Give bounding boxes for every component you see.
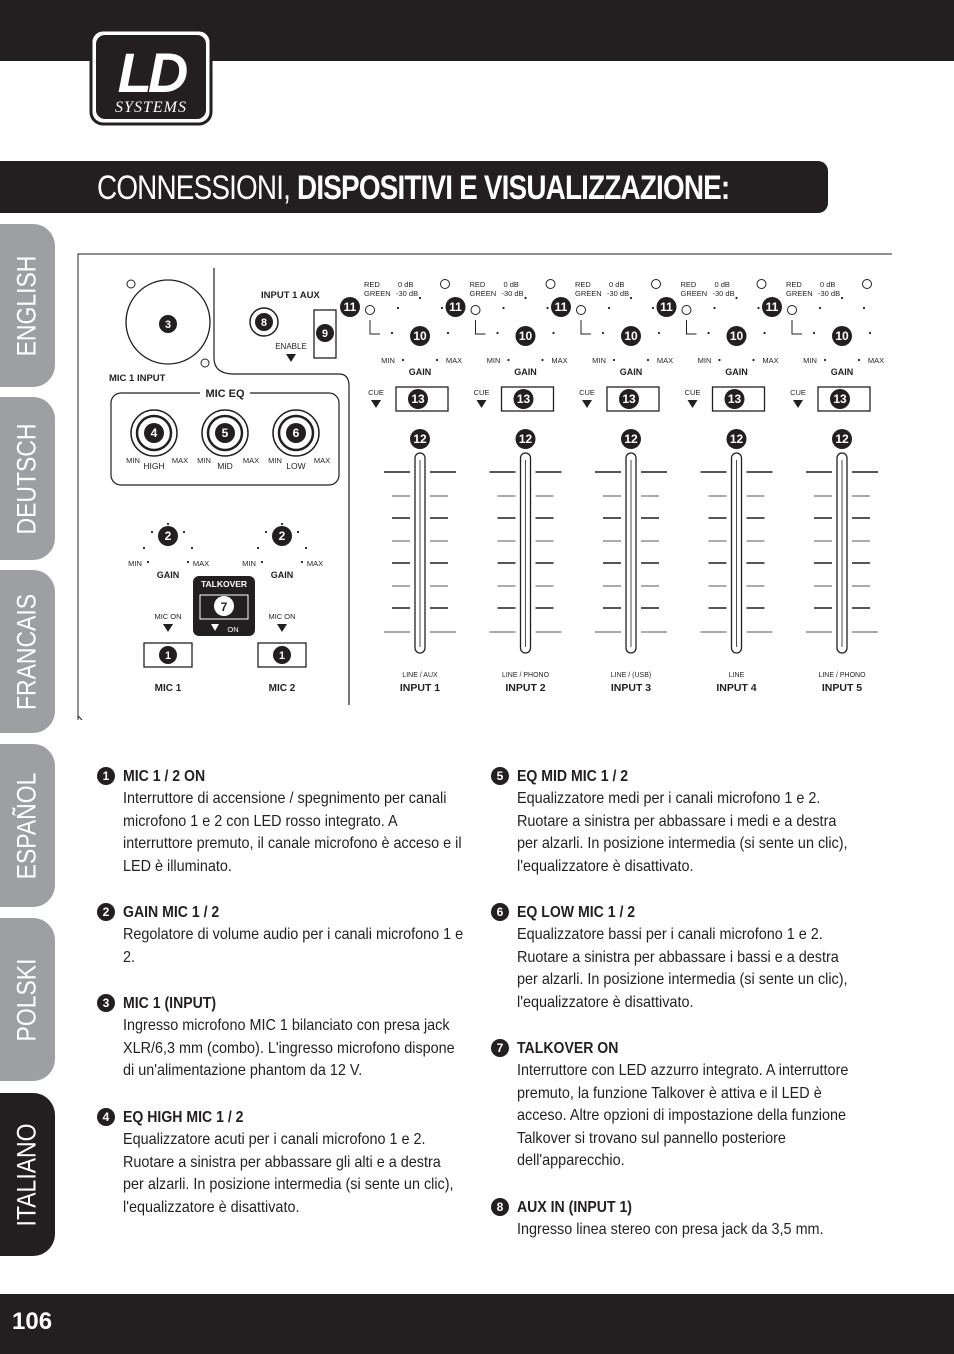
number-badge-label: 1 [278, 649, 286, 662]
cue-indicator [477, 400, 487, 408]
frame-corner [78, 716, 82, 720]
number-badge-label: 10 [624, 329, 638, 344]
max-label: MAX [192, 559, 210, 568]
item-title: EQ LOW MIC 1 / 2 [517, 904, 636, 921]
minus30-db-label: -30 dB [501, 289, 524, 298]
language-tab-label: POLSKI [11, 958, 42, 1041]
scale-dot [546, 307, 548, 309]
language-tab-4[interactable] [0, 918, 55, 1081]
led-green [788, 306, 797, 315]
eq-band-label: LOW [286, 461, 306, 471]
led-bracket [476, 320, 486, 334]
number-badge-label: 5 [221, 426, 229, 441]
language-tab-label: DEUTSCH [11, 423, 42, 534]
red-label: RED [680, 280, 697, 289]
number-badge-label: 11 [343, 300, 357, 315]
number-badge-label: 12 [413, 432, 427, 447]
number-badge-label: 10 [413, 329, 427, 344]
input-sub-label: LINE [728, 672, 745, 679]
number-badge-label: 13 [727, 392, 742, 407]
mic-on-indicator [277, 624, 287, 632]
min-label: MIN [486, 356, 501, 365]
number-badge-label: 4 [150, 426, 158, 441]
legend-item [97, 1107, 503, 1219]
scale-dot [297, 531, 299, 533]
zero-db-label: 0 dB [503, 280, 519, 289]
scale-dot [447, 332, 449, 334]
number-badge-label: 13 [516, 392, 531, 407]
scale-dot [763, 332, 765, 334]
zero-db-label: 0 dB [714, 280, 730, 289]
scale-dot [265, 531, 267, 533]
number-badge-label: 10 [518, 329, 533, 344]
item-description: Ingresso linea stereo con presa jack da 3,5 mm. [517, 1221, 824, 1238]
led-red [757, 280, 766, 289]
scale-dot [707, 332, 709, 334]
min-label: MIN [697, 356, 712, 365]
number-badge-label: 12 [624, 432, 638, 447]
language-tab-2[interactable] [0, 570, 55, 733]
language-tab-5[interactable] [0, 1093, 55, 1256]
cue-indicator [688, 400, 698, 408]
item-title: EQ MID MIC 1 / 2 [517, 768, 629, 785]
legend-item [491, 1038, 897, 1173]
zero-db-label: 0 dB [609, 280, 625, 289]
input-sub-label: LINE / AUX [402, 672, 438, 679]
item-number-badge: 8 [491, 1198, 509, 1216]
item-description: Equalizzatore bassi per i canali microfono 1 e 2. Ruotare a sinistra per abbassare i bassi e a destra per alzarli. In posizione intermedia (si sente un clic), l'equalizzatore è disattivato. [517, 926, 848, 1011]
mic-channel-label: MIC 1 [154, 683, 182, 694]
scale-dot [257, 547, 259, 549]
language-tab-1[interactable] [0, 397, 55, 560]
scale-dot [824, 359, 826, 361]
scale-dot [301, 561, 303, 563]
number-badge-label: 12 [518, 432, 533, 447]
mic-channel-label: MIC 2 [268, 683, 296, 694]
led-red [441, 280, 450, 289]
number-badge-label: 12 [729, 432, 744, 447]
scale-dot [507, 359, 509, 361]
gain-label: GAIN [725, 367, 748, 377]
scale-dot [735, 297, 737, 299]
scale-dot [613, 359, 615, 361]
scale-dot [757, 307, 759, 309]
language-tab-0[interactable] [0, 224, 55, 387]
led-red [863, 280, 872, 289]
cue-label: CUE [684, 388, 701, 397]
green-label: GREEN [364, 289, 391, 298]
language-tab-label: ENGLISH [11, 255, 42, 356]
scale-dot [143, 547, 145, 549]
led-bracket [792, 320, 802, 334]
item-description: Regolatore di volume audio per i canali microfono 1 e 2. [123, 926, 464, 966]
scale-dot [281, 523, 283, 525]
red-label: RED [786, 280, 802, 289]
min-label: MIN [381, 356, 395, 365]
legend-item [491, 1197, 897, 1242]
number-badge-label: 12 [835, 432, 849, 447]
input-sub-label: LINE / (USB) [610, 672, 652, 679]
cue-label: CUE [790, 388, 806, 397]
enable-label: ENABLE [275, 342, 307, 351]
scale-dot [602, 332, 604, 334]
led-red [546, 280, 555, 289]
max-label: MAX [171, 456, 189, 465]
item-number-badge: 7 [491, 1039, 509, 1057]
scale-dot [151, 531, 153, 533]
legend-item [97, 993, 503, 1083]
number-badge-label: 2 [164, 529, 172, 544]
scale-dot [524, 297, 526, 299]
min-label: MIN [803, 356, 817, 365]
minus30-db-label: -30 dB [712, 289, 735, 298]
language-tab-label: FRANCAIS [11, 593, 42, 710]
input-channel-label: INPUT 2 [505, 682, 546, 694]
mic-eq-label: MIC EQ [205, 388, 245, 400]
svg-text:SYSTEMS: SYSTEMS [115, 99, 187, 116]
number-badge-label: 8 [260, 316, 268, 329]
scale-dot [305, 547, 307, 549]
number-badge-label: 11 [554, 300, 568, 315]
language-tab-label: ITALIANO [11, 1123, 42, 1226]
scale-dot [713, 307, 715, 309]
scale-dot [187, 561, 189, 563]
red-label: RED [469, 280, 486, 289]
item-title: GAIN MIC 1 / 2 [123, 904, 220, 921]
number-badge-label: 10 [729, 329, 744, 344]
led-green [366, 306, 375, 315]
minus30-db-label: -30 dB [607, 289, 630, 298]
number-badge-label: 13 [411, 392, 425, 407]
page-title: CONNESSIONI, DISPOSITIVI E VISUALIZZAZIONE: [97, 169, 730, 207]
min-label: MIN [268, 456, 282, 465]
max-label: MAX [867, 356, 885, 365]
max-label: MAX [551, 356, 568, 365]
eq-band-label: MID [217, 461, 233, 471]
min-label: MIN [197, 456, 211, 465]
scale-dot [863, 307, 865, 309]
item-description: Equalizzatore acuti per i canali microfono 1 e 2. Ruotare a sinistra per abbassare gli alti e a destra per alzarli. In posizione intermedia (si sente un clic), l'equalizzatore è disattivato. [123, 1131, 454, 1216]
item-number-badge: 2 [97, 903, 115, 921]
number-badge-label: 10 [835, 329, 849, 344]
language-tab-3[interactable] [0, 744, 55, 907]
item-title: AUX IN (INPUT 1) [517, 1199, 632, 1216]
led-green [682, 306, 691, 315]
item-description: Equalizzatore medi per i canali microfono 1 e 2. Ruotare a sinistra per abbassare i medi e a destra per alzarli. In posizione intermedia (si sente un clic), l'equalizzatore è disattivato. [517, 790, 848, 875]
cue-label: CUE [579, 388, 595, 397]
scale-dot [608, 307, 610, 309]
scale-dot [167, 523, 169, 525]
screw [201, 359, 209, 367]
svg-text:LD: LD [117, 41, 185, 104]
item-description: Interruttore di accensione / spegnimento per canali microfono 1 e 2 con LED rosso integrato. A interruttore premuto, il canale microfono è acceso e il LED è illuminato. [123, 790, 462, 875]
scale-dot [397, 307, 399, 309]
item-number-badge: 3 [97, 994, 115, 1012]
input-channel-label: INPUT 3 [610, 682, 652, 694]
item-number-badge: 6 [491, 903, 509, 921]
mic-on-label: MIC ON [154, 612, 182, 621]
number-badge-label: 13 [622, 392, 636, 407]
input-channel-label: INPUT 1 [399, 682, 441, 694]
led-bracket [581, 320, 591, 334]
gain-label: GAIN [408, 367, 432, 377]
screw [127, 280, 135, 288]
gain-label: GAIN [619, 367, 643, 377]
item-title: MIC 1 / 2 ON [123, 768, 206, 785]
minus30-db-label: -30 dB [818, 289, 841, 298]
page-number: 106 [12, 1308, 53, 1335]
scale-dot [183, 531, 185, 533]
zero-db-label: 0 dB [820, 280, 836, 289]
scale-dot [552, 332, 554, 334]
eq-band-label: HIGH [143, 461, 165, 471]
led-green [471, 306, 480, 315]
number-badge-label: 11 [765, 300, 779, 315]
scale-dot [858, 359, 860, 361]
number-badge-label: 7 [220, 600, 228, 614]
scale-dot [391, 332, 393, 334]
item-number-badge: 4 [97, 1108, 115, 1126]
scale-dot [652, 307, 654, 309]
input-sub-label: LINE / PHONO [818, 672, 866, 679]
legend-item [97, 902, 503, 969]
scale-dot [647, 359, 649, 361]
mixer-panel-diagram [74, 250, 894, 720]
led-bracket [370, 320, 380, 334]
minus30-db-label: -30 dB [396, 289, 419, 298]
scale-dot [752, 359, 754, 361]
red-label: RED [575, 280, 591, 289]
talkover-on-label: ON [227, 625, 239, 634]
min-label: MIN [242, 559, 256, 568]
cue-indicator [371, 400, 381, 408]
led-green [577, 306, 586, 315]
number-badge-label: 9 [321, 327, 329, 340]
gain-label: GAIN [830, 367, 854, 377]
number-badge-label: 3 [164, 318, 172, 331]
scale-dot [813, 332, 815, 334]
gain-label: GAIN [514, 367, 537, 377]
enable-indicator [286, 354, 296, 362]
max-label: MAX [656, 356, 674, 365]
legend-item [491, 902, 897, 1014]
number-badge-label: 11 [660, 300, 673, 315]
number-badge-label: 2 [278, 529, 286, 544]
green-label: GREEN [680, 289, 708, 298]
item-title: EQ HIGH MIC 1 / 2 [123, 1109, 244, 1126]
bottom-bar [0, 1294, 954, 1354]
mic-on-label: MIC ON [268, 612, 296, 621]
number-badge-label: 1 [164, 649, 172, 662]
scale-dot [419, 297, 421, 299]
led-bracket [687, 320, 697, 334]
cue-indicator [582, 400, 592, 408]
talkover-label: TALKOVER [200, 579, 248, 589]
item-title: MIC 1 (INPUT) [123, 995, 217, 1012]
cue-indicator [793, 400, 803, 408]
min-label: MIN [592, 356, 606, 365]
cue-label: CUE [368, 388, 384, 397]
scale-dot [191, 547, 193, 549]
scale-dot [261, 561, 263, 563]
gain-label: GAIN [270, 570, 294, 580]
scale-dot [402, 359, 404, 361]
zero-db-label: 0 dB [398, 280, 414, 289]
mic-input-label: MIC 1 INPUT [109, 373, 166, 384]
max-label: MAX [306, 559, 324, 568]
item-description: Ingresso microfono MIC 1 bilanciato con presa jack XLR/6,3 mm (combo). L'ingresso microfono dispone di un'alimentazione phantom da 12 V. [123, 1017, 455, 1080]
scale-dot [436, 359, 438, 361]
scale-dot [841, 297, 843, 299]
max-label: MAX [445, 356, 463, 365]
green-label: GREEN [786, 289, 813, 298]
scale-dot [658, 332, 660, 334]
green-label: GREEN [469, 289, 497, 298]
max-label: MAX [242, 456, 260, 465]
scale-dot [718, 359, 720, 361]
min-label: MIN [128, 559, 142, 568]
scale-dot [147, 561, 149, 563]
item-number-badge: 1 [97, 767, 115, 785]
led-red [652, 280, 661, 289]
max-label: MAX [762, 356, 779, 365]
scale-dot [441, 307, 443, 309]
number-badge-label: 6 [292, 426, 300, 441]
min-label: MIN [126, 456, 140, 465]
red-label: RED [364, 280, 380, 289]
ld-systems-logo [89, 28, 213, 126]
number-badge-label: 11 [449, 300, 462, 315]
gain-label: GAIN [156, 570, 180, 580]
scale-dot [541, 359, 543, 361]
item-title: TALKOVER ON [517, 1040, 619, 1057]
green-label: GREEN [575, 289, 602, 298]
item-number-badge: 5 [491, 767, 509, 785]
scale-dot [502, 307, 504, 309]
scale-dot [496, 332, 498, 334]
input-channel-label: INPUT 5 [821, 682, 863, 694]
mic-on-indicator [163, 624, 173, 632]
number-badge-label: 13 [833, 392, 847, 407]
legend-item [491, 766, 897, 878]
scale-dot [630, 297, 632, 299]
scale-dot [869, 332, 871, 334]
item-description: Interruttore con LED azzurro integrato. A interruttore premuto, la funzione Talkover è attiva e il LED è acceso. Altre opzioni di impostazione della funzione Talkover si trovano sul pannello posteriore dell'apparecchio. [517, 1062, 849, 1170]
input-channel-label: INPUT 4 [716, 682, 757, 694]
scale-dot [819, 307, 821, 309]
input-sub-label: LINE / PHONO [501, 672, 550, 679]
legend-item [97, 766, 503, 878]
language-tab-label: ESPAÑOL [11, 772, 42, 879]
cue-label: CUE [473, 388, 490, 397]
max-label: MAX [313, 456, 331, 465]
input1-aux-label: INPUT 1 AUX [261, 290, 320, 301]
